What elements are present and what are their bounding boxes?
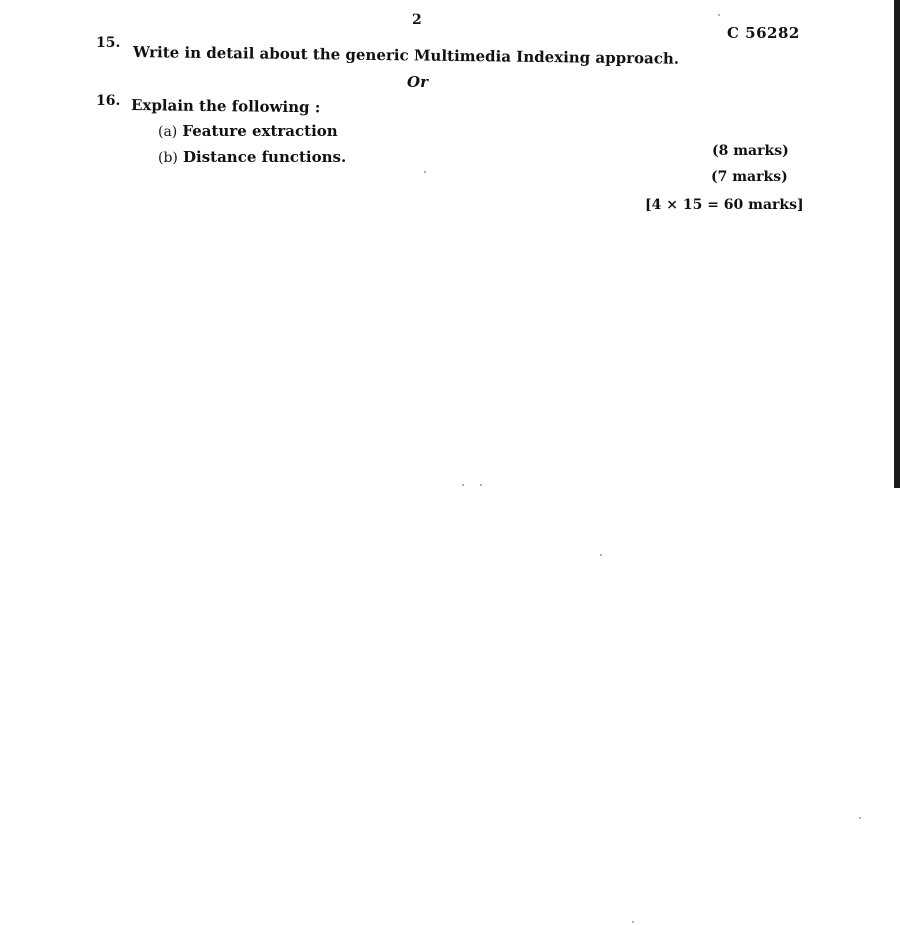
scan-speck bbox=[600, 554, 602, 556]
scan-speck bbox=[632, 921, 634, 923]
scan-speck bbox=[859, 817, 861, 819]
scan-edge-shadow bbox=[894, 0, 900, 488]
sub-question-label: (b) bbox=[158, 150, 178, 166]
or-separator: Or bbox=[407, 73, 428, 91]
sub-question-text: Feature extraction bbox=[182, 122, 338, 140]
marks-label: (8 marks) bbox=[712, 143, 789, 159]
question-number: 15. bbox=[96, 35, 121, 51]
scan-speck bbox=[480, 484, 482, 486]
question-text: Explain the following : bbox=[130, 96, 321, 117]
total-marks: [4 × 15 = 60 marks] bbox=[645, 197, 804, 213]
scan-speck bbox=[718, 14, 720, 16]
question-text: Write in detail about the generic Multimedia Indexing approach. bbox=[132, 43, 680, 68]
paper-code: C 56282 bbox=[727, 24, 800, 42]
marks-label: (7 marks) bbox=[711, 169, 788, 185]
question-number: 16. bbox=[96, 93, 121, 109]
sub-question-label: (a) bbox=[158, 124, 178, 140]
sub-question-a bbox=[158, 121, 338, 140]
scan-speck bbox=[424, 171, 426, 173]
sub-question-b bbox=[158, 147, 346, 166]
scan-speck bbox=[462, 484, 464, 486]
page-number: 2 bbox=[412, 12, 422, 28]
sub-question-text: Distance functions. bbox=[182, 148, 347, 166]
